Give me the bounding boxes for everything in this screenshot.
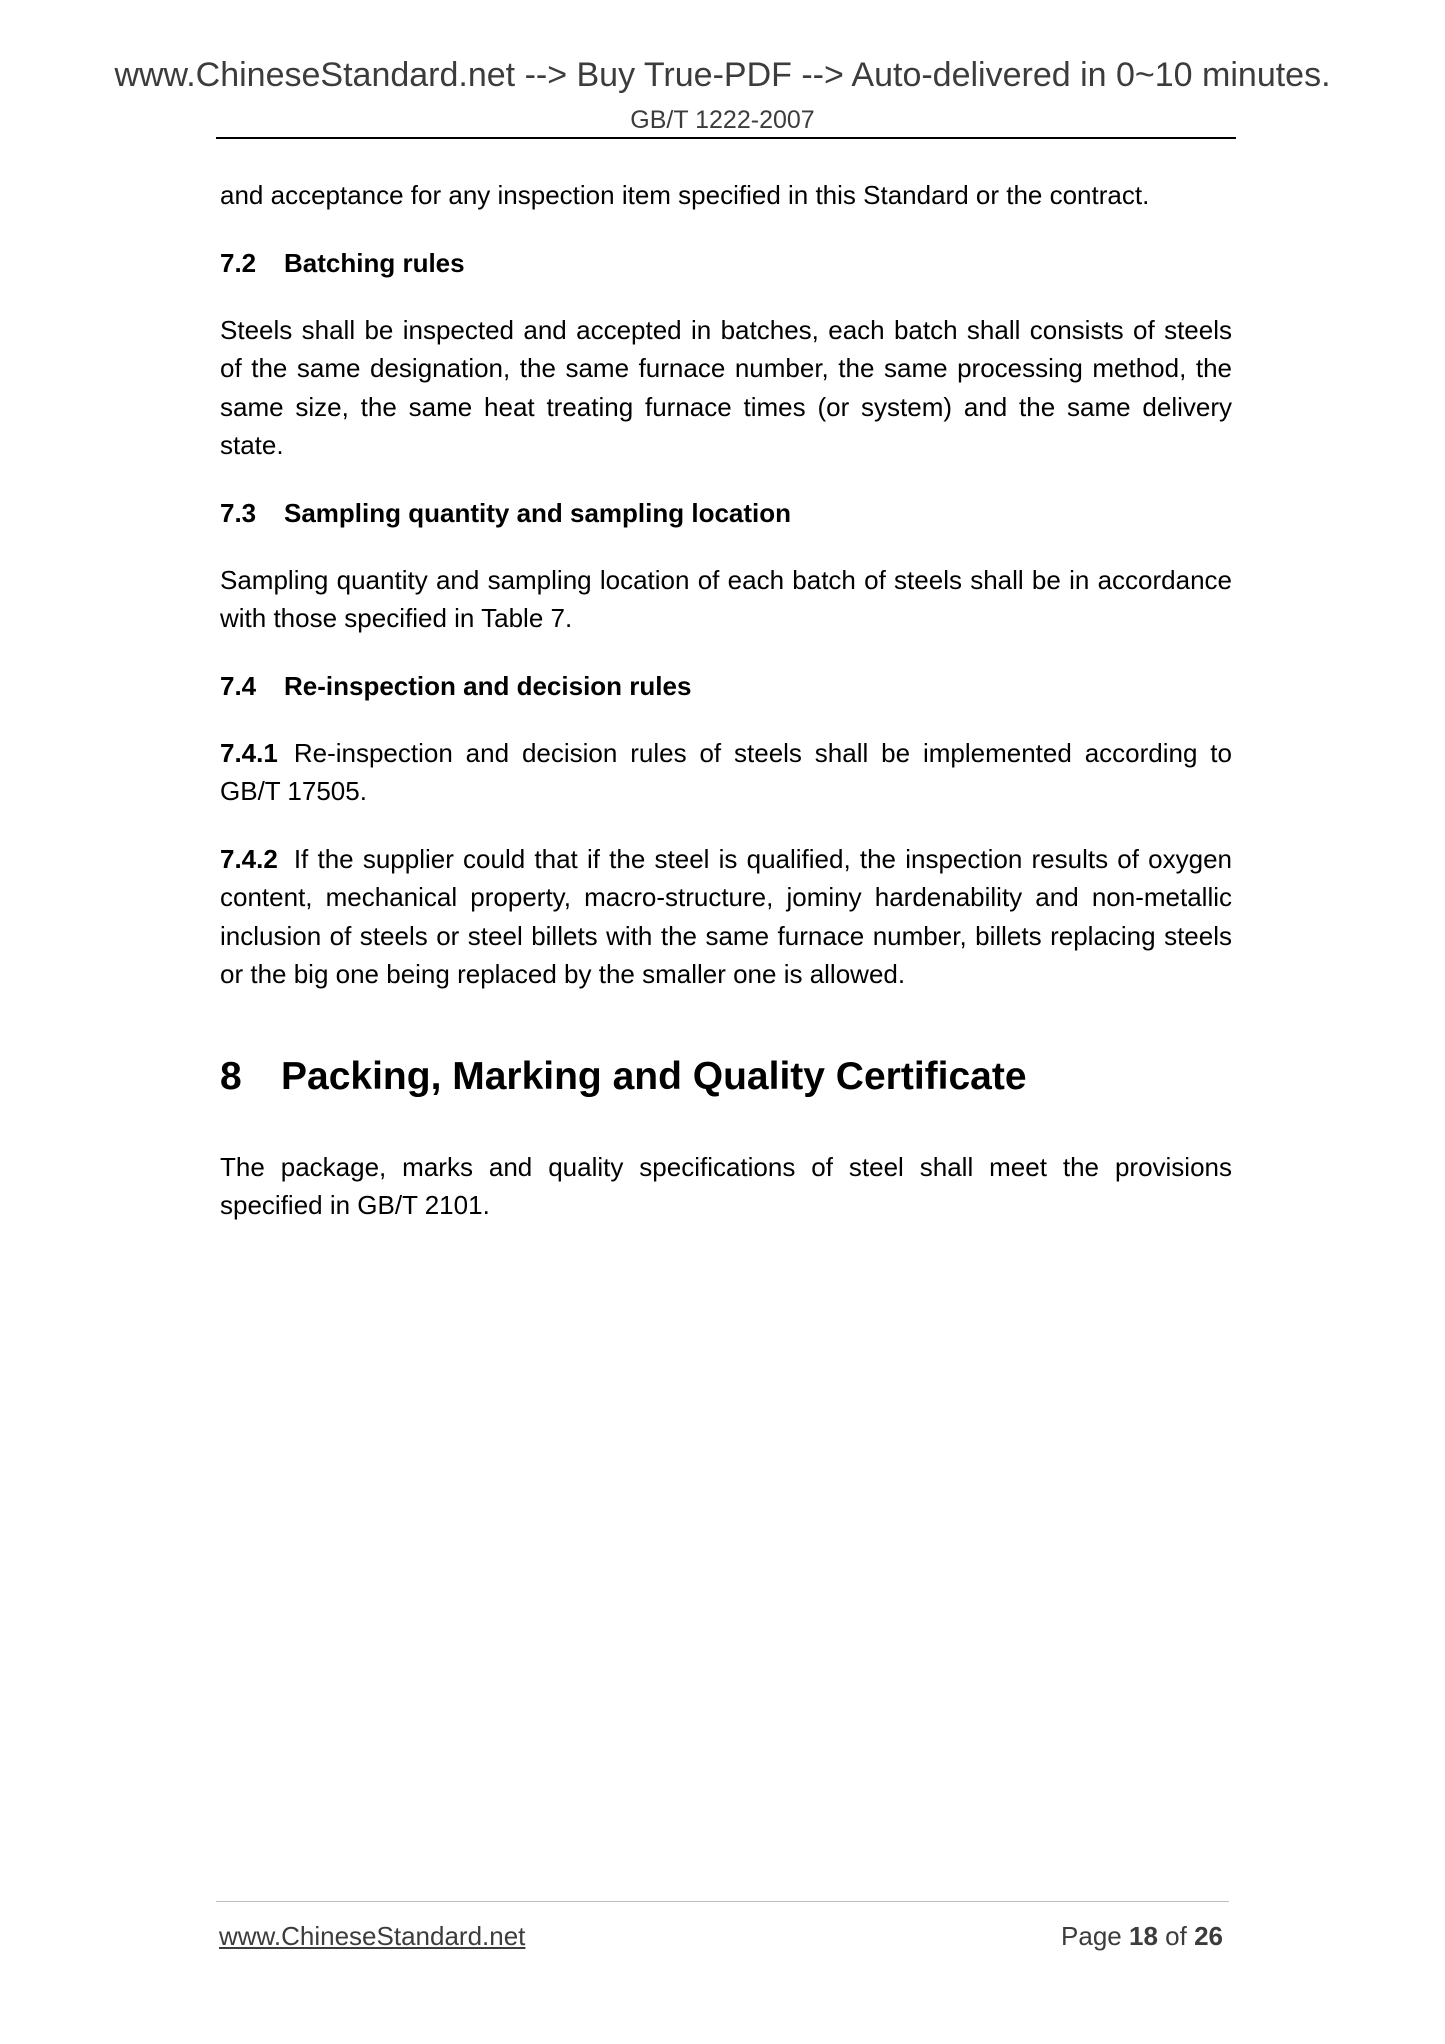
- chapter-heading-8: [220, 1052, 1232, 1102]
- document-code: GB/T 1222-2007: [630, 106, 815, 134]
- footer-divider: [216, 1901, 1229, 1902]
- section-heading-7-3: [220, 494, 1232, 532]
- header-divider: [216, 137, 1236, 139]
- section-7-2-paragraph: Steels shall be inspected and accepted in batches, each batch shall consists of steels of the same designation, the same furnace number, the same processing method, the same size, the same heat treating furnace times (or system) and the same delivery state.: [220, 314, 1232, 460]
- page-of-label: of: [1165, 1921, 1187, 1951]
- section-number: 7.3: [220, 497, 257, 528]
- header-banner: www.ChineseStandard.net --> Buy True-PDF --> Auto-delivered in 0~10 minutes.: [114, 56, 1331, 94]
- page-content: [220, 176, 1232, 1254]
- section-title: Sampling quantity and sampling location: [284, 497, 792, 528]
- clause-number: 7.4.1: [220, 737, 278, 768]
- section-title: Re-inspection and decision rules: [284, 670, 692, 701]
- clause-text: Re-inspection and decision rules of steels shall be implemented according to GB/T 17505.: [220, 737, 1232, 806]
- chapter-8-paragraph: The package, marks and quality specifications of steel shall meet the provisions specified in GB/T 2101.: [220, 1151, 1232, 1220]
- clause-7-4-1: [220, 734, 1232, 811]
- clause-7-4-2: [220, 840, 1232, 994]
- page-number: [1061, 1921, 1223, 1952]
- page-label: Page: [1061, 1921, 1122, 1951]
- chapter-title: Packing, Marking and Quality Certificate: [281, 1054, 1027, 1098]
- chapter-number: 8: [220, 1054, 242, 1098]
- footer-website-link[interactable]: www.ChineseStandard.net: [219, 1921, 526, 1951]
- section-number: 7.4: [220, 670, 257, 701]
- section-title: Batching rules: [284, 247, 465, 278]
- page-current: 18: [1129, 1921, 1158, 1951]
- section-heading-7-2: [220, 244, 1232, 282]
- intro-paragraph: and acceptance for any inspection item specified in this Standard or the contract.: [220, 180, 1150, 210]
- clause-number: 7.4.2: [220, 843, 278, 874]
- page-total: 26: [1194, 1921, 1223, 1951]
- section-heading-7-4: [220, 667, 1232, 705]
- section-7-3-paragraph: Sampling quantity and sampling location of each batch of steels shall be in accordance with those specified in Table 7.: [220, 564, 1232, 633]
- clause-text: If the supplier could that if the steel is qualified, the inspection results of oxygen content, mechanical property, macro-structure, jominy hardenability and non-metallic inclusion of steels or steel billets with the same furnace number, billets replacing steels or the big one being replaced by the smaller one is allowed.: [220, 843, 1232, 989]
- section-number: 7.2: [220, 247, 257, 278]
